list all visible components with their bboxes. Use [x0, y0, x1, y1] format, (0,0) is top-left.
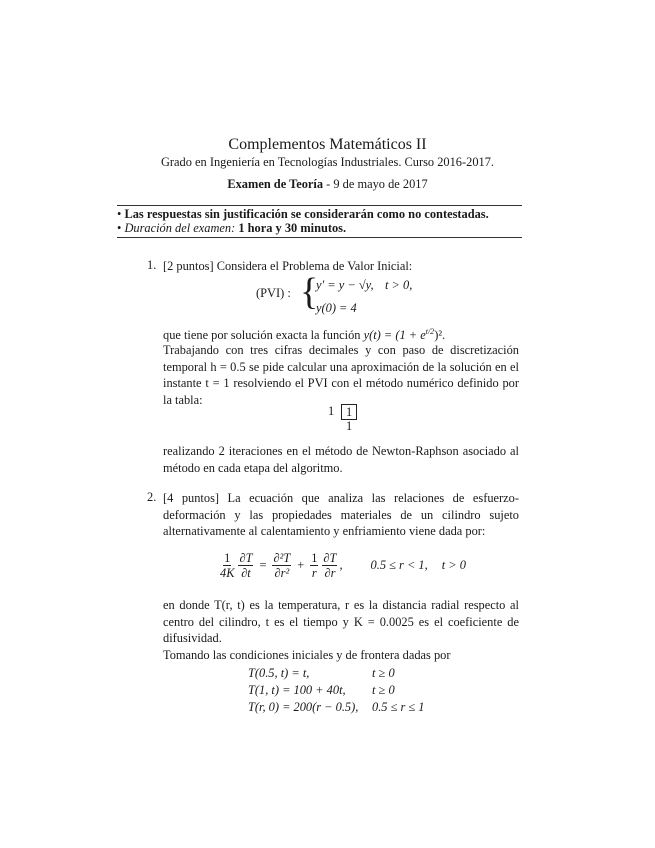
instructions	[117, 207, 489, 235]
frac-den: ∂r²	[274, 566, 290, 580]
duration-label: Duración del examen:	[124, 221, 236, 235]
exam-type: Examen de Teoría	[227, 177, 324, 191]
bullet: •	[117, 207, 122, 221]
frac-num: ∂T	[323, 551, 337, 565]
pvi-eq1-cond: t > 0,	[385, 278, 413, 292]
instruction-justification: Las respuestas sin justificación se considerarán como no contestadas.	[124, 207, 489, 221]
bullet: •	[117, 221, 122, 235]
condition-1-range: t ≥ 0	[372, 666, 395, 680]
duration-value: 1 hora y 30 minutos.	[238, 221, 347, 235]
domain: 0.5 ≤ r < 1,	[370, 558, 428, 572]
problem2-intro: [4 puntos] La ecuación que analiza las relaciones de esfuerzo-deformación y las propiedades materiales de un cilindro sujeto alternativamente al calentamiento y enfriamiento viene dada por:	[163, 491, 519, 539]
frac-den: r	[311, 566, 317, 580]
frac-num: ∂²T	[273, 551, 291, 565]
exam-heading	[0, 177, 655, 192]
exam-subtitle: Grado en Ingeniería en Tecnologías Industriales. Curso 2016-2017.	[160, 155, 495, 169]
equals: =	[259, 558, 267, 572]
problem2-para3: Tomando las condiciones iniciales y de frontera dadas por	[163, 648, 451, 662]
problem1-number: 1.	[147, 258, 157, 272]
condition-3: T(r, 0) = 200(r − 0.5),	[248, 700, 359, 714]
exam-title: Complementos Matemáticos II	[228, 136, 427, 153]
solution-exp: t/2	[425, 327, 435, 336]
tableau-c: 1	[328, 404, 335, 418]
brace: {	[300, 271, 319, 313]
bottom-rule	[117, 237, 522, 238]
comma: ,	[339, 558, 343, 572]
problem1-intro: [2 puntos] Considera el Problema de Valor Inicial:	[163, 259, 413, 273]
frac-num: 1	[311, 551, 318, 565]
time-cond: t > 0	[441, 558, 466, 572]
pvi-eq2: y(0) = 4	[316, 301, 357, 315]
solution-end: )².	[434, 328, 446, 343]
exam-date: - 9 de mayo de 2017	[323, 177, 428, 191]
problem1-para2: Trabajando con tres cifras decimales y con paso de discretización temporal h = 0.5 se pide calcular una aproximación de la solución en el instante t = 1 resolviendo el PVI con el método numérico definido por la tabla:	[163, 343, 519, 407]
frac-den: ∂r	[324, 566, 336, 580]
problem1-para3: realizando 2 iteraciones en el método de Newton-Raphson asociado al método en cada etapa del algoritmo.	[163, 444, 519, 475]
frac-num: ∂T	[239, 551, 253, 565]
solution-math: y(t) = (1 + e	[363, 328, 426, 343]
condition-3-range: 0.5 ≤ r ≤ 1	[372, 700, 425, 714]
tableau-a: 1	[341, 404, 357, 420]
frac-den: 4K	[220, 566, 235, 580]
top-rule	[117, 205, 522, 206]
pvi-eq1: y′ = y − √y,	[316, 278, 374, 292]
tableau-b: 1	[346, 419, 353, 433]
pde-equation	[218, 551, 466, 580]
pvi-label: (PVI) :	[256, 286, 291, 300]
plus: +	[297, 558, 305, 572]
condition-1: T(0.5, t) = t,	[248, 666, 310, 680]
solution-text: que tiene por solución exacta la función	[163, 328, 364, 343]
condition-2: T(1, t) = 100 + 40t,	[248, 683, 346, 697]
condition-2-range: t ≥ 0	[372, 683, 395, 697]
problem2-para2: en donde T(r, t) es la temperatura, r es la distancia radial respecto al centro del cilindro, t es el tiempo y K = 0.0025 es el coeficiente de difusividad.	[163, 598, 519, 646]
problem1-solution	[163, 324, 519, 344]
frac-num: 1	[224, 551, 231, 565]
problem2-number: 2.	[147, 490, 157, 504]
frac-den: ∂t	[241, 566, 251, 580]
